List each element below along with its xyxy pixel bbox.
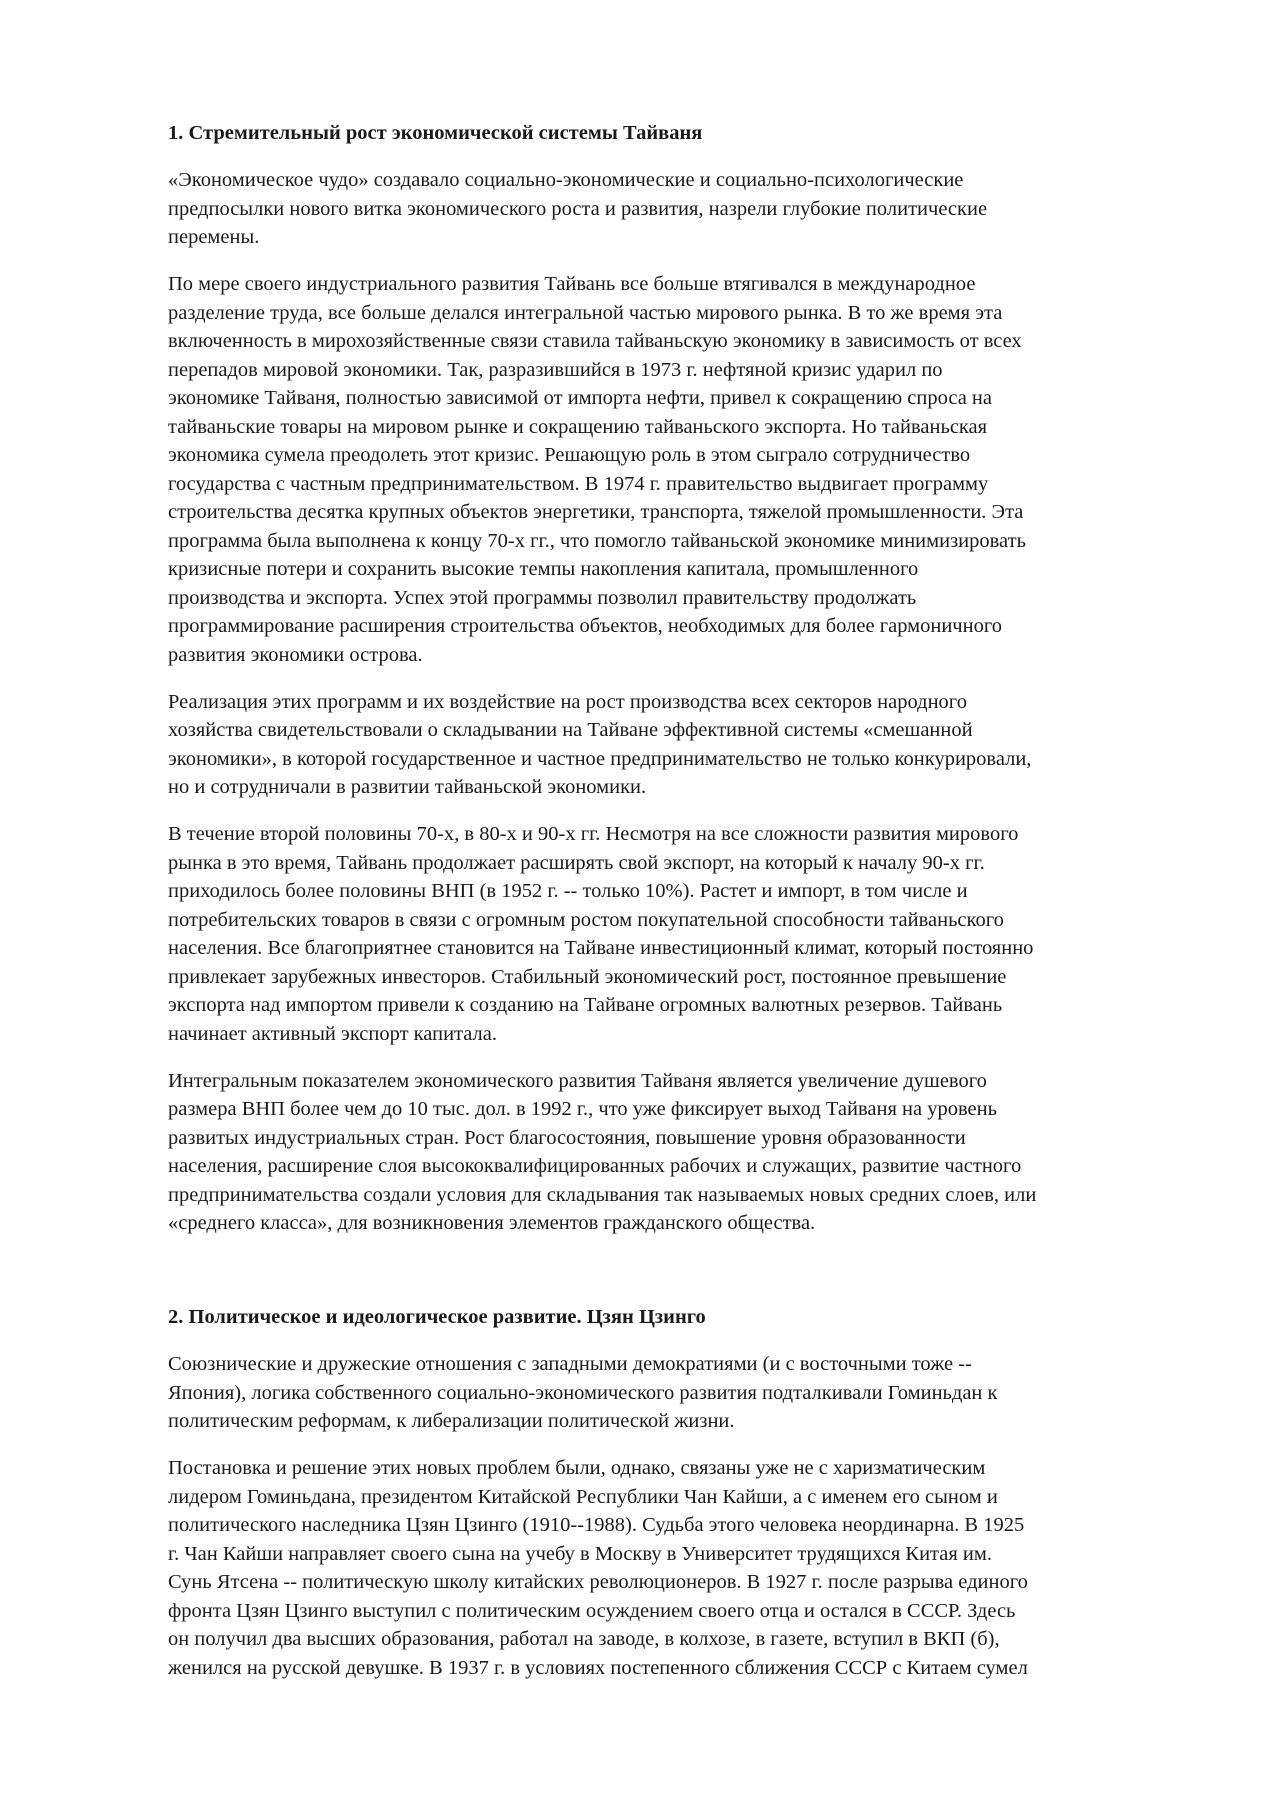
text-line: г. Чан Кайши направляет своего сына на учебу в Москву в Университет трудящихся Китая им. [168, 1542, 992, 1565]
text-line: населения, расширение слоя высококвалифицированных рабочих и служащих, развитие частного [168, 1155, 1022, 1177]
text-line: рынка в это время, Тайвань продолжает расширять свой экспорт, на который к началу 90-х гг. [168, 851, 985, 874]
text-line: предпринимательства создали условия для складывания так называемых новых средних слоев, или [168, 1183, 1037, 1206]
text-line: Реализация этих программ и их воздействие на рост производства всех секторов народного [168, 690, 967, 713]
text-line: размера ВНП более чем до 10 тыс. дол. в 1992 г., что уже фиксирует выход Тайваня на уровень [168, 1098, 997, 1120]
paragraph [168, 270, 1168, 669]
text-line: он получил два высших образования, работал на заводе, в колхозе, в газете, вступил в ВКП (б), [168, 1628, 1000, 1650]
text-line: женился на русской девушке. В 1937 г. в условиях постепенного сближения СССР с Китаем сумел [168, 1656, 1028, 1679]
text-line: производства и экспорта. Успех этой программы позволил правительству продолжать [168, 586, 917, 609]
text-line: населения. Все благоприятнее становится на Тайване инвестиционный климат, который постоянно [168, 937, 1034, 959]
text-line: Япония), логика собственного социально-экономического развития подталкивали Гоминьдан к [168, 1381, 998, 1404]
text-line: По мере своего индустриального развития Тайвань все больше втягивался в международное [168, 273, 976, 295]
text-line: приходилось более половины ВНП (в 1952 г. -- только 10%). Растет и импорт, в том числе и [168, 880, 968, 902]
text-line: предпосылки нового витка экономического роста и развития, назрели глубокие политические [168, 197, 988, 220]
text-line: кризисные потери и сохранить высокие темпы накопления капитала, промышленного [168, 558, 919, 580]
text-line: включенность в мирохозяйственные связи ставила тайваньскую экономику в зависимость от всех [168, 330, 1022, 352]
text-line: развития экономики острова. [168, 643, 423, 666]
text-line: фронта Цзян Цзинго выступил с политическим осуждением своего отца и остался в СССР. Здесь [168, 1599, 1016, 1622]
text-line: начинает активный экспорт капитала. [168, 1022, 498, 1045]
text-line: но и сотрудничали в развитии тайваньской экономики. [168, 776, 647, 798]
text-line: Союзнические и дружеские отношения с западными демократиями (и с восточными тоже -- [168, 1353, 972, 1375]
text-line: Интегральным показателем экономического развития Тайваня является увеличение душевого [168, 1069, 987, 1092]
text-line: потребительских товаров в связи с огромным ростом покупательной способности тайваньского [168, 908, 1004, 931]
text-line: «среднего класса», для возникновения элементов гражданского общества. [168, 1212, 816, 1234]
paragraph [168, 1454, 1168, 1682]
paragraph [168, 166, 1168, 252]
text-line: хозяйства свидетельствовали о складывании на Тайване эффективной системы «смешанной [168, 719, 973, 741]
section-heading: 2. Политическое и идеологическое развитие. Цзян Цзинго [168, 1306, 706, 1328]
text-line: перепадов мировой экономики. Так, разразившийся в 1973 г. нефтяной кризис ударил по [168, 358, 943, 381]
text-line: привлекает зарубежных инвесторов. Стабильный экономический рост, постоянное превышение [168, 965, 1007, 988]
text-line: политического наследника Цзян Цзинго (1910--1988). Судьба этого человека неординарна. В 1925 [168, 1514, 1025, 1536]
section-heading: 1. Стремительный рост экономической системы Тайваня [168, 122, 703, 144]
text-line: лидером Гоминьдана, президентом Китайской Республики Чан Кайши, а с именем его сыном и [168, 1485, 998, 1508]
text-line: программирование расширения строительства объектов, необходимых для более гармоничного [168, 615, 1002, 637]
paragraph [168, 688, 1168, 802]
empty-paragraph [168, 1256, 1168, 1285]
text-line: экономике Тайваня, полностью зависимой от импорта нефти, привел к сокращению спроса на [168, 387, 993, 409]
text-line: экономика сумела преодолеть этот кризис. Решающую роль в этом сыграло сотрудничество [168, 444, 971, 466]
text-line: тайваньские товары на мировом рынке и сокращению тайваньского экспорта. Но тайваньская [168, 415, 988, 438]
text-line: «Экономическое чудо» создавало социально-экономические и социально-психологические [168, 169, 964, 191]
text-line: Постановка и решение этих новых проблем были, однако, связаны уже не с харизматическим [168, 1457, 986, 1479]
text-line: перемены. [168, 226, 260, 248]
text-line: программа была выполнена к концу 70-х гг., что помогло тайваньской экономике минимизировать [168, 529, 1026, 552]
paragraph [168, 820, 1168, 1048]
text-line: В течение второй половины 70-х, в 80-х и 90-х гг. Несмотря на все сложности развития мирового [168, 823, 1019, 845]
text-line: экспорта над импортом привели к созданию на Тайване огромных валютных резервов. Тайвань [168, 994, 1003, 1016]
text-line: развитых индустриальных стран. Рост благосостояния, повышение уровня образованности [168, 1126, 966, 1149]
text-line: государства с частным предпринимательством. В 1974 г. правительство выдвигает программу [168, 472, 989, 495]
text-line: политическим реформам, к либерализации политической жизни. [168, 1410, 735, 1432]
text-line: Сунь Ятсена -- политическую школу китайских революционеров. В 1927 г. после разрыва единого [168, 1571, 1028, 1593]
text-line: разделение труда, все больше делался интегральной частью мирового рынка. В то же время эта [168, 301, 1003, 324]
text-line: экономики», в которой государственное и частное предпринимательство не только конкурировали, [168, 747, 1032, 770]
paragraph [168, 1067, 1168, 1238]
text-line: строительства десятка крупных объектов энергетики, транспорта, тяжелой промышленности. Эта [168, 501, 1024, 523]
document-page [168, 119, 1168, 1701]
paragraph [168, 1350, 1168, 1436]
